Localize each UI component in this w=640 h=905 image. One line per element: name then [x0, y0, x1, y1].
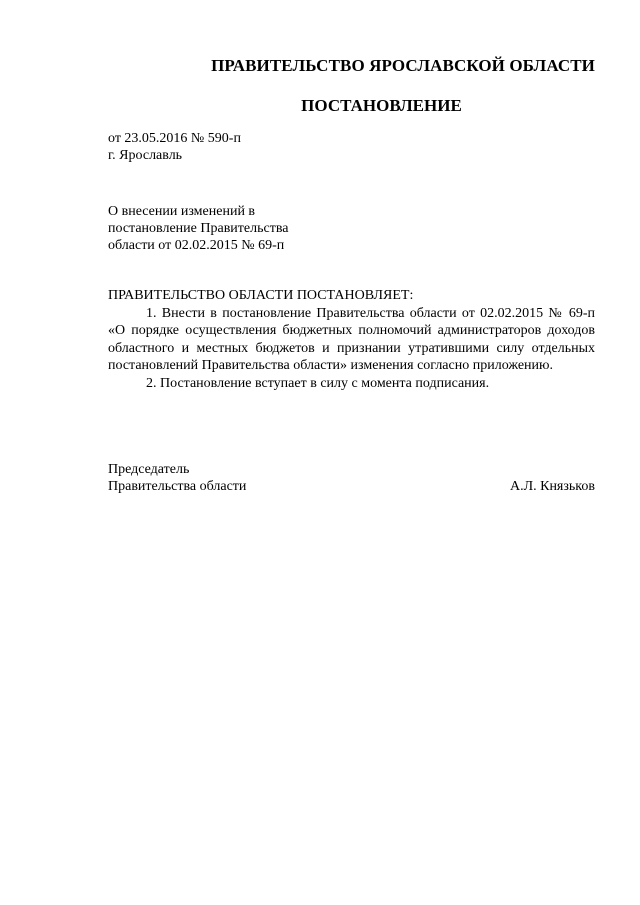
document-subject [108, 203, 288, 254]
document-body [108, 287, 595, 392]
signatory-name: А.Л. Князьков [510, 479, 595, 494]
subject-line: О внесении изменений в [108, 204, 256, 219]
subject-line: области от 02.02.2015 № 69-п [108, 238, 285, 253]
government-title: ПРАВИТЕЛЬСТВО ЯРОСЛАВСКОЙ ОБЛАСТИ [211, 56, 595, 75]
signature-row [108, 478, 595, 495]
body-paragraph: 2. Постановление вступает в силу с момента подписания. [146, 375, 490, 391]
body-paragraph: 1. Внести в постановление Правительства области от 02.02.2015 № 69-п «О порядке осуществления бюджетных полномочий администраторов доходов областного и местных бюджетов и признании утратившими силу отдельных постановлений Правительства области» изменения согласно приложению. [108, 305, 595, 373]
subject-line: постановление Правительства [108, 221, 289, 236]
document-meta [108, 130, 241, 164]
signature-position-line2: Правительства области [108, 479, 247, 494]
document-type: ПОСТАНОВЛЕНИЕ [301, 96, 462, 115]
signature-position-line1: Председатель [108, 462, 190, 477]
document-city: г. Ярославль [108, 148, 183, 163]
signature-block [108, 461, 595, 495]
resolution-lead: ПРАВИТЕЛЬСТВО ОБЛАСТИ ПОСТАНОВЛЯЕТ: [108, 288, 414, 303]
document-date-number: от 23.05.2016 № 590-п [108, 131, 241, 146]
